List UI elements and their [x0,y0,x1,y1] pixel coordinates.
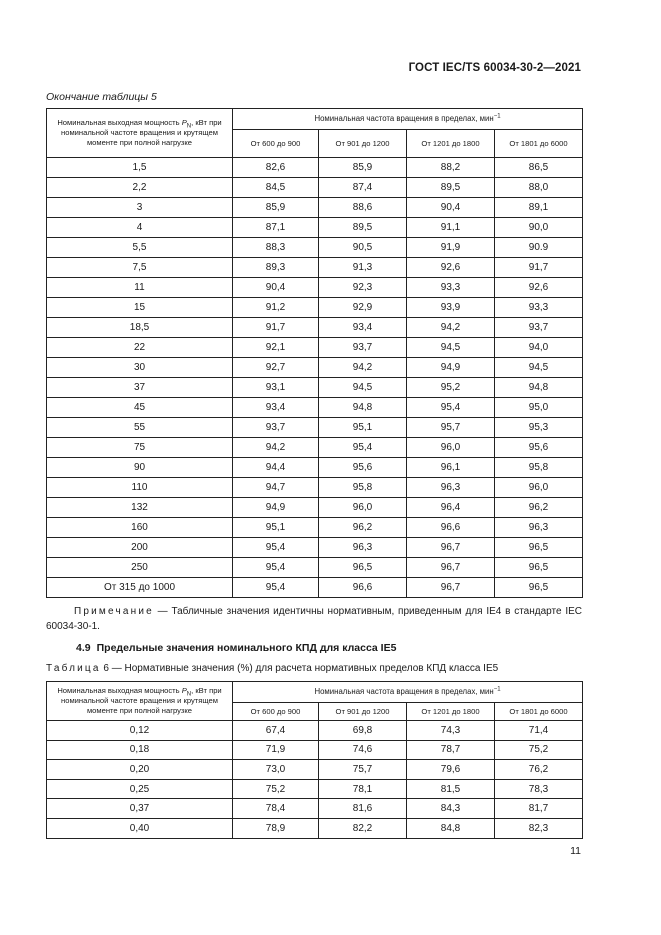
table-row [47,338,583,358]
table-row [47,721,583,741]
power-cell: 90 [47,458,233,478]
efficiency-cell: 92,6 [495,278,583,298]
efficiency-cell: 71,4 [495,721,583,741]
efficiency-cell: 94,2 [233,438,319,458]
speed-range-header: От 901 до 1200 [319,703,407,721]
efficiency-cell: 96,3 [319,538,407,558]
power-cell: 160 [47,518,233,538]
efficiency-cell: 75,7 [319,760,407,780]
table-row [47,378,583,398]
efficiency-cell: 74,6 [319,740,407,760]
table-row [47,478,583,498]
efficiency-cell: 78,9 [233,818,319,838]
efficiency-cell: 94,0 [495,338,583,358]
table-row [47,198,583,218]
table-row [47,799,583,819]
efficiency-cell: 85,9 [319,158,407,178]
power-cell: 7,5 [47,258,233,278]
efficiency-cell: 96,5 [495,578,583,598]
efficiency-cell: 82,3 [495,818,583,838]
efficiency-cell: 88,0 [495,178,583,198]
efficiency-cell: 92,7 [233,358,319,378]
efficiency-cell: 84,5 [233,178,319,198]
efficiency-cell: 73,0 [233,760,319,780]
table-row [47,578,583,598]
power-cell: От 315 до 1000 [47,578,233,598]
speed-range-header: От 1801 до 6000 [495,703,583,721]
efficiency-cell: 75,2 [233,779,319,799]
efficiency-cell: 67,4 [233,721,319,741]
power-cell: 0,40 [47,818,233,838]
efficiency-cell: 93,7 [495,318,583,338]
table-note: Примечание — Табличные значения идентичны нормативным, приведенным для IE4 в стандарте IEC 60034-30-1. [46,606,582,632]
efficiency-cell: 94,5 [407,338,495,358]
efficiency-cell: 92,3 [319,278,407,298]
power-cell: 11 [47,278,233,298]
speed-range-header: От 1201 до 1800 [407,130,495,158]
efficiency-cell: 90,5 [319,238,407,258]
table-row [47,458,583,478]
efficiency-cell: 95,6 [319,458,407,478]
power-cell: 4 [47,218,233,238]
efficiency-cell: 93,3 [407,278,495,298]
efficiency-cell: 94,9 [233,498,319,518]
efficiency-cell: 93,4 [233,398,319,418]
efficiency-cell: 84,8 [407,818,495,838]
efficiency-cell: 95,0 [495,398,583,418]
power-cell: 110 [47,478,233,498]
table-row [47,518,583,538]
page-number: 11 [570,845,581,857]
power-cell: 0,12 [47,721,233,741]
power-cell: 132 [47,498,233,518]
document-header: ГОСТ IEC/TS 60034-30-2—2021 [408,62,581,74]
table-row [47,818,583,838]
efficiency-cell: 93,7 [319,338,407,358]
power-cell: 0,18 [47,740,233,760]
speed-range-header: От 600 до 900 [233,130,319,158]
power-cell: 45 [47,398,233,418]
efficiency-cell: 96,7 [407,558,495,578]
table-5 [46,108,583,598]
power-cell: 0,20 [47,760,233,780]
table-row [47,298,583,318]
efficiency-cell: 88,6 [319,198,407,218]
efficiency-cell: 96,5 [495,538,583,558]
efficiency-cell: 78,4 [233,799,319,819]
efficiency-cell: 91,7 [495,258,583,278]
power-cell: 250 [47,558,233,578]
power-column-header: Номинальная выходная мощность $P_N$, кВт при номинальной частоте вращения и крутящем моменте при полной нагрузке [47,109,233,158]
power-column-header: Номинальная выходная мощность $P_N$, кВт при номинальной частоте вращения и крутящем моменте при полной нагрузке [47,682,233,721]
efficiency-cell: 81,7 [495,799,583,819]
efficiency-cell: 93,3 [495,298,583,318]
table-row [47,398,583,418]
efficiency-cell: 93,1 [233,378,319,398]
efficiency-cell: 91,2 [233,298,319,318]
efficiency-cell: 95,8 [319,478,407,498]
efficiency-cell: 96,0 [495,478,583,498]
power-cell: 0,37 [47,799,233,819]
efficiency-cell: 89,1 [495,198,583,218]
table-row [47,558,583,578]
efficiency-cell: 95,4 [319,438,407,458]
efficiency-cell: 95,2 [407,378,495,398]
efficiency-cell: 95,4 [233,578,319,598]
speed-range-header: От 1801 до 6000 [495,130,583,158]
efficiency-cell: 94,2 [319,358,407,378]
speed-group-header: Номинальная частота вращения в пределах, мин$^{-1}$ [233,682,583,703]
efficiency-cell: 79,6 [407,760,495,780]
efficiency-cell: 89,5 [407,178,495,198]
table-row [47,318,583,338]
efficiency-cell: 95,4 [233,538,319,558]
table-row [47,438,583,458]
power-cell: 22 [47,338,233,358]
speed-range-header: От 1201 до 1800 [407,703,495,721]
efficiency-cell: 95,4 [407,398,495,418]
efficiency-cell: 96,5 [319,558,407,578]
efficiency-cell: 78,7 [407,740,495,760]
table-6 [46,681,583,839]
efficiency-cell: 93,4 [319,318,407,338]
efficiency-cell: 82,6 [233,158,319,178]
speed-range-header: От 901 до 1200 [319,130,407,158]
power-cell: 5,5 [47,238,233,258]
efficiency-cell: 71,9 [233,740,319,760]
table-row [47,740,583,760]
efficiency-cell: 94,8 [319,398,407,418]
efficiency-cell: 78,1 [319,779,407,799]
table6-caption: Таблица 6 — Нормативные значения (%) для расчета нормативных пределов КПД класса IE5 [46,663,499,674]
efficiency-cell: 90.9 [495,238,583,258]
table-row [47,760,583,780]
power-cell: 2,2 [47,178,233,198]
efficiency-cell: 88,2 [407,158,495,178]
power-cell: 37 [47,378,233,398]
table-row [47,538,583,558]
efficiency-cell: 96,5 [495,558,583,578]
power-cell: 15 [47,298,233,318]
efficiency-cell: 96,6 [407,518,495,538]
efficiency-cell: 89,3 [233,258,319,278]
efficiency-cell: 96,2 [319,518,407,538]
efficiency-cell: 94,8 [495,378,583,398]
power-cell: 75 [47,438,233,458]
efficiency-cell: 86,5 [495,158,583,178]
power-cell: 18,5 [47,318,233,338]
efficiency-cell: 90,4 [407,198,495,218]
power-cell: 30 [47,358,233,378]
efficiency-cell: 94,7 [233,478,319,498]
efficiency-cell: 81,6 [319,799,407,819]
efficiency-cell: 95,8 [495,458,583,478]
efficiency-cell: 96,7 [407,578,495,598]
efficiency-cell: 90,0 [495,218,583,238]
efficiency-cell: 95,7 [407,418,495,438]
efficiency-cell: 93,7 [233,418,319,438]
table-row [47,218,583,238]
section-heading: 4.9 Предельные значения номинального КПД для класса IE5 [76,642,397,654]
efficiency-cell: 88,3 [233,238,319,258]
efficiency-cell: 96,4 [407,498,495,518]
efficiency-cell: 82,2 [319,818,407,838]
efficiency-cell: 94,5 [495,358,583,378]
power-cell: 55 [47,418,233,438]
efficiency-cell: 96,3 [495,518,583,538]
efficiency-cell: 94,5 [319,378,407,398]
efficiency-cell: 76,2 [495,760,583,780]
efficiency-cell: 92,1 [233,338,319,358]
efficiency-cell: 95,1 [233,518,319,538]
efficiency-cell: 94,4 [233,458,319,478]
efficiency-cell: 95,6 [495,438,583,458]
efficiency-cell: 75,2 [495,740,583,760]
efficiency-cell: 91,1 [407,218,495,238]
efficiency-cell: 87,1 [233,218,319,238]
power-cell: 1,5 [47,158,233,178]
efficiency-cell: 93,9 [407,298,495,318]
table-row [47,158,583,178]
efficiency-cell: 96,7 [407,538,495,558]
table-row [47,258,583,278]
efficiency-cell: 96,0 [407,438,495,458]
table-row [47,779,583,799]
efficiency-cell: 92,6 [407,258,495,278]
efficiency-cell: 96,0 [319,498,407,518]
efficiency-cell: 84,3 [407,799,495,819]
efficiency-cell: 81,5 [407,779,495,799]
efficiency-cell: 96,2 [495,498,583,518]
efficiency-cell: 95,1 [319,418,407,438]
table-row [47,418,583,438]
table-row [47,358,583,378]
efficiency-cell: 69,8 [319,721,407,741]
efficiency-cell: 85,9 [233,198,319,218]
table-row [47,178,583,198]
table5-caption: Окончание таблицы 5 [46,91,157,103]
power-cell: 0,25 [47,779,233,799]
speed-range-header: От 600 до 900 [233,703,319,721]
table-row [47,498,583,518]
efficiency-cell: 91,9 [407,238,495,258]
efficiency-cell: 87,4 [319,178,407,198]
efficiency-cell: 91,3 [319,258,407,278]
efficiency-cell: 90,4 [233,278,319,298]
efficiency-cell: 94,9 [407,358,495,378]
efficiency-cell: 96,3 [407,478,495,498]
efficiency-cell: 91,7 [233,318,319,338]
table-row [47,278,583,298]
efficiency-cell: 95,3 [495,418,583,438]
efficiency-cell: 96,1 [407,458,495,478]
efficiency-cell: 74,3 [407,721,495,741]
efficiency-cell: 96,6 [319,578,407,598]
efficiency-cell: 95,4 [233,558,319,578]
table-row [47,238,583,258]
efficiency-cell: 92,9 [319,298,407,318]
efficiency-cell: 78,3 [495,779,583,799]
efficiency-cell: 94,2 [407,318,495,338]
speed-group-header: Номинальная частота вращения в пределах, мин$^{-1}$ [233,109,583,130]
power-cell: 3 [47,198,233,218]
power-cell: 200 [47,538,233,558]
efficiency-cell: 89,5 [319,218,407,238]
